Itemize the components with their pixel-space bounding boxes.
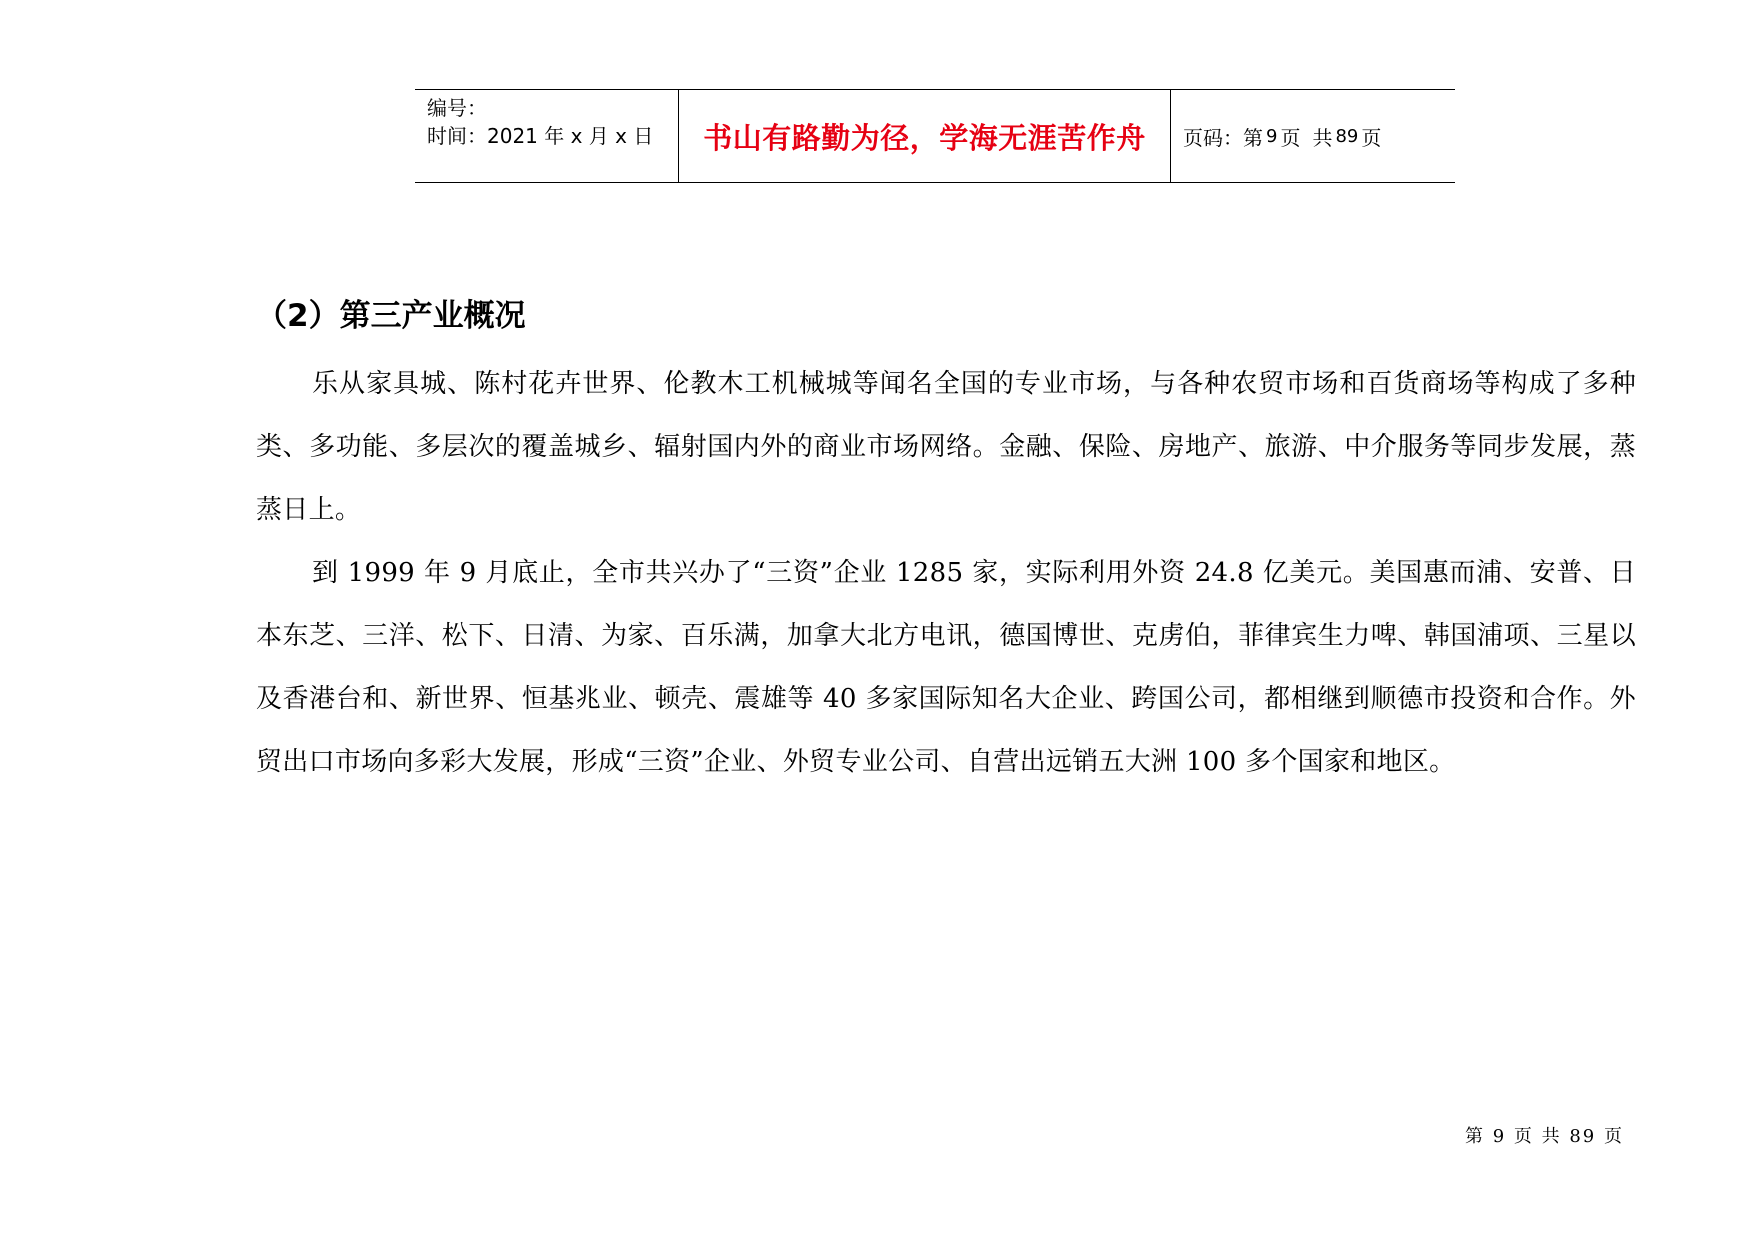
- document-time-label: 时间：2021 年 x 月 x 日: [427, 124, 654, 148]
- page-code-total: 89: [1335, 125, 1359, 147]
- page-code-prefix: 页码：第: [1183, 125, 1263, 150]
- body-paragraph: 乐从家具城、陈村花卉世界、伦教木工机械城等闻名全国的专业市场，与各种农贸市场和百货商场等构成了多种类、多功能、多层次的覆盖城乡、辐射国内外的商业市场网络。金融、保险、房地产、旅游、中介服务等同步发展，蒸蒸日上。: [256, 369, 1636, 525]
- section-body: [256, 353, 1636, 794]
- header-meta: [415, 90, 679, 182]
- document-code-label: 编号：: [427, 96, 487, 120]
- page-code-total-prefix: 共: [1312, 125, 1333, 150]
- document-header: [415, 89, 1455, 183]
- page-code-mid: 页: [1280, 125, 1301, 150]
- header-page-code: [1171, 90, 1455, 182]
- header-motto: 书山有路勤为径，学海无涯苦作舟: [679, 90, 1171, 182]
- body-paragraph: 到 1999 年 9 月底止，全市共兴办了“三资”企业 1285 家，实际利用外资 24.8 亿美元。美国惠而浦、安普、日本东芝、三洋、松下、日清、为家、百乐满，加拿大北方电讯，德国博世、克虏伯，菲律宾生力啤、韩国浦项、三星以及香港台和、新世界、恒基兆业、顿壳、震雄等 40 多家国际知名大企业、跨国公司，都相继到顺德市投资和合作。外贸出口市场向多彩大发展，形成“三资”企业、外贸专业公司、自营出远销五大洲 100 多个国家和地区。: [256, 558, 1636, 777]
- section-heading: （2）第三产业概况: [256, 298, 526, 334]
- page-code-suffix: 页: [1361, 125, 1382, 150]
- page-code-current: 9: [1266, 125, 1278, 147]
- page-footer: 第 9 页 共 89 页: [1465, 1126, 1624, 1147]
